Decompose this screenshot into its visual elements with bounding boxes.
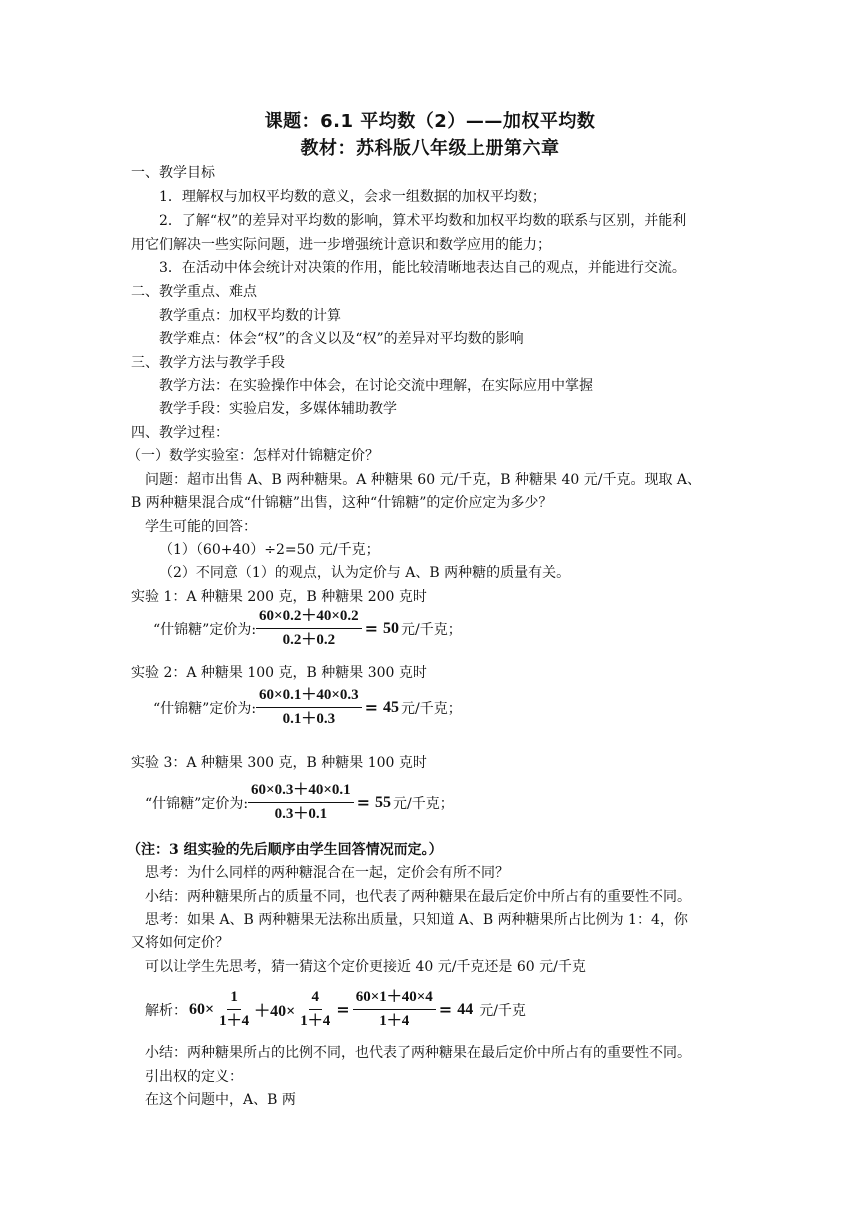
paragraph: 又将如何定价？ [131, 935, 229, 951]
paragraph: 可以让学生先思考，猜一猜这个定价更接近 40 元/千克还是 60 元/千克 [145, 959, 586, 975]
formula-result: 45 [383, 698, 400, 716]
fraction-denominator: 1＋4 [219, 1013, 250, 1029]
paragraph: 在这个问题中，A、B 两 [145, 1092, 296, 1108]
paragraph: 小结：两种糖果所占的比例不同，也代表了两种糖果在最后定价中所占有的重要性不同。 [145, 1045, 691, 1061]
experiment-description: 实验 1：A 种糖果 200 克，B 种糖果 200 克时 [131, 589, 427, 605]
fraction-numerator: 60×0.3＋40×0.1 [248, 781, 354, 803]
formula-unit: 元/千克； [401, 700, 462, 717]
fraction [256, 686, 362, 729]
equals-sign: = [336, 1000, 350, 1019]
textbook-title: 教材：苏科版八年级上册第六章 [300, 138, 560, 159]
fraction [297, 988, 333, 1031]
formula-prefix: “什锦糖”定价为: [153, 700, 257, 717]
paragraph: （2）不同意（1）的观点，认为定价与 A、B 两种糖的质量有关。 [159, 565, 571, 581]
fraction-denominator: 0.1＋0.3 [282, 711, 336, 727]
fraction [353, 988, 436, 1031]
fraction-numerator: 60×0.2＋40×0.2 [256, 607, 362, 629]
fraction-numerator: 60×1＋40×4 [353, 988, 436, 1010]
formula-row [153, 607, 462, 650]
fraction [248, 781, 354, 824]
paragraph: 1．理解权与加权平均数的意义，会求一组数据的加权平均数； [159, 189, 546, 205]
formula-unit: 元/千克 [479, 1002, 526, 1019]
formula-result: 44 [457, 1000, 474, 1018]
analysis-label: 解析： [145, 1002, 187, 1019]
experiment-description: 实验 2：A 种糖果 100 克，B 种糖果 300 克时 [131, 665, 427, 681]
equals-sign: = [364, 619, 379, 638]
paragraph: 3．在活动中体会统计对决策的作用，能比较清晰地表达自己的观点，并能进行交流。 [159, 260, 686, 276]
paragraph: 教学手段：实验启发，多媒体辅助教学 [159, 401, 397, 417]
experiment-description: 实验 3：A 种糖果 300 克，B 种糖果 100 克时 [131, 755, 427, 771]
fraction-denominator: 0.2＋0.2 [282, 632, 336, 648]
formula-result: 50 [383, 619, 400, 637]
fraction-numerator: 60×0.1＋40×0.3 [256, 686, 362, 708]
paragraph: 思考：如果 A、B 两种糖果无法称出质量，只知道 A、B 两种糖果所占比例为 1：4，你 [145, 912, 688, 928]
formula-row [153, 686, 462, 729]
fraction-denominator: 1＋4 [300, 1013, 331, 1029]
paragraph: 引出权的定义： [145, 1069, 243, 1085]
paragraph: 小结：两种糖果所占的质量不同，也代表了两种糖果在最后定价中所占有的重要性不同。 [145, 889, 691, 905]
equals-sign: = [356, 793, 371, 812]
section-heading: 一、教学目标 [131, 165, 215, 181]
formula-result: 55 [375, 793, 392, 811]
formula-row [145, 781, 454, 824]
paragraph: 用它们解决一些实际问题，进一步增强统计意识和数学应用的能力； [131, 237, 551, 253]
equals-sign: = [438, 1000, 453, 1019]
formula-term: 60× [189, 1000, 215, 1018]
subsection-heading: （一）数学实验室：怎样对什锦糖定价？ [127, 448, 379, 464]
equals-sign: = [364, 698, 379, 717]
paragraph: 学生可能的回答： [145, 519, 257, 535]
formula-prefix: “什锦糖”定价为: [145, 795, 249, 812]
fraction-denominator: 1＋4 [379, 1013, 410, 1029]
paragraph: 教学难点：体会“权”的含义以及“权”的差异对平均数的影响 [159, 331, 524, 347]
fraction-numerator: 4 [309, 988, 323, 1010]
paragraph: 思考：为什么同样的两种糖混合在一起，定价会有所不同？ [145, 865, 509, 881]
section-heading: 二、教学重点、难点 [131, 284, 257, 300]
paragraph: 教学重点：加权平均数的计算 [159, 308, 341, 324]
paragraph: B 两种糖果混合成“什锦糖”出售，这种“什锦糖”的定价应定为多少？ [131, 495, 553, 511]
paragraph: 问题：超市出售 A、B 两种糖果。A 种糖果 60 元/千克，B 种糖果 40 元/千克。现取 A、 [145, 472, 702, 488]
paragraph: （1）（60+40）÷2=50 元/千克； [159, 542, 380, 558]
section-heading: 三、教学方法与教学手段 [131, 355, 285, 371]
fraction [216, 988, 252, 1031]
formula-unit: 元/千克； [393, 795, 454, 812]
paragraph: 2．了解“权”的差异对平均数的影响，算术平均数和加权平均数的联系与区别，并能利 [159, 213, 687, 229]
fraction [256, 607, 362, 650]
paragraph: 教学方法：在实验操作中体会，在讨论交流中理解，在实际应用中掌握 [159, 378, 593, 394]
analysis-formula [145, 988, 526, 1031]
fraction-denominator: 0.3＋0.1 [274, 806, 328, 822]
formula-unit: 元/千克； [401, 621, 462, 638]
note: （注：3 组实验的先后顺序由学生回答情况而定。） [127, 842, 443, 858]
section-heading: 四、教学过程： [131, 425, 229, 441]
formula-term: ＋40× [254, 1003, 296, 1020]
formula-prefix: “什锦糖”定价为: [153, 621, 257, 638]
fraction-numerator: 1 [227, 988, 241, 1010]
lesson-title: 课题：6.1 平均数（2）——加权平均数 [264, 111, 596, 132]
